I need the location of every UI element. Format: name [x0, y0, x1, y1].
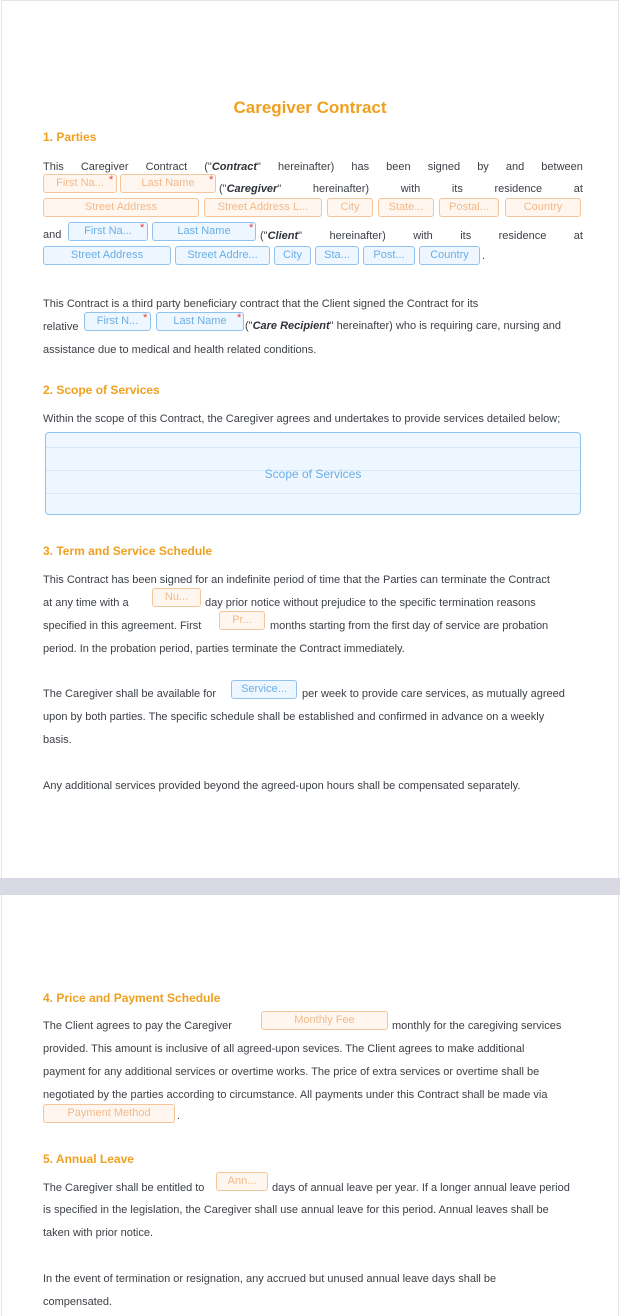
term-line-5b: per week to provide care services, as mutually agreed: [302, 688, 565, 700]
required-marker: *: [209, 174, 214, 186]
term-line-1: This Contract has been signed for an indefinite period of time that the Parties can terminate the Contract: [43, 574, 550, 586]
price-line-3: payment for any additional services or overtime works. The price of extra services or overtime shall be: [43, 1066, 540, 1078]
client-street2-field[interactable]: Street Addre...: [175, 246, 270, 265]
price-line-4: negotiated by the parties according to circumstance. All payments under this Contract shall be made via: [43, 1089, 548, 1101]
parties-line-1: This Caregiver Contract ("Contract" hereinafter) has been signed by and between: [43, 160, 583, 173]
client-country-field[interactable]: Country: [419, 246, 480, 265]
beneficiary-line-1: This Contract is a third party beneficiary contract that the Client signed the Contract for its: [43, 298, 479, 310]
term-line-6: upon by both parties. The specific schedule shall be established and confirmed in advance on a weekly: [43, 711, 545, 723]
page-1: [1, 0, 619, 879]
annual-leave-days-field[interactable]: Ann...: [216, 1172, 268, 1191]
section-heading-term: 3. Term and Service Schedule: [43, 544, 213, 558]
caregiver-first-name-field[interactable]: First Na...: [43, 174, 117, 193]
relative-word: relative: [43, 321, 79, 333]
beneficiary-line-3: assistance due to medical and health related conditions.: [43, 344, 317, 356]
page-2: [1, 895, 619, 1316]
client-tail-line: ("Client" hereinafter) with its residence at: [260, 229, 583, 242]
section-heading-scope: 2. Scope of Services: [43, 383, 160, 397]
leave-line-3: taken with prior notice.: [43, 1227, 154, 1239]
service-hours-field[interactable]: Service...: [231, 680, 297, 699]
recipient-last-name-field[interactable]: Last Name: [156, 312, 244, 331]
leave-line-1b: days of annual leave per year. If a longer annual leave period: [272, 1182, 570, 1194]
term-line-3a: specified in this agreement. First: [43, 620, 202, 632]
document-title: Caregiver Contract: [233, 98, 387, 117]
client-postal-field[interactable]: Post...: [363, 246, 415, 265]
client-state-field[interactable]: Sta...: [315, 246, 359, 265]
required-marker: *: [237, 312, 242, 324]
section-heading-leave: 5. Annual Leave: [43, 1152, 134, 1166]
term-line-2a: at any time with a: [43, 597, 129, 609]
notice-days-field[interactable]: Nu...: [152, 588, 201, 607]
recipient-tail: ("Care Recipient" hereinafter) who is requiring care, nursing and: [245, 320, 561, 332]
required-marker: *: [249, 222, 254, 234]
sentence-period: .: [177, 1110, 181, 1122]
leave-line-4: In the event of termination or resignation, any accrued but unused annual leave days shall be: [43, 1273, 497, 1285]
caregiver-city-field[interactable]: City: [327, 198, 373, 217]
client-last-name-field[interactable]: Last Name: [152, 222, 256, 241]
caregiver-street2-field[interactable]: Street Address L...: [204, 198, 322, 217]
section-heading-parties: 1. Parties: [43, 130, 97, 144]
leave-line-1a: The Caregiver shall be entitled to: [43, 1182, 205, 1194]
price-line-1b: monthly for the caregiving services: [392, 1020, 562, 1032]
caregiver-postal-field[interactable]: Postal...: [439, 198, 499, 217]
section-heading-price: 4. Price and Payment Schedule: [43, 991, 221, 1005]
required-marker: *: [143, 312, 148, 324]
probation-months-field[interactable]: Pr...: [219, 611, 265, 630]
scope-of-services-textarea[interactable]: [45, 432, 581, 515]
term-line-3b: months starting from the first day of service are probation: [270, 620, 549, 632]
scope-intro: Within the scope of this Contract, the Caregiver agrees and undertakes to provide services detailed below;: [43, 413, 561, 425]
term-line-8: Any additional services provided beyond the agreed-upon hours shall be compensated separately.: [43, 780, 521, 792]
leave-line-5: compensated.: [43, 1296, 113, 1308]
sentence-period: .: [482, 250, 486, 262]
client-street-field[interactable]: Street Address: [43, 246, 171, 265]
required-marker: *: [109, 174, 114, 186]
caregiver-tail-line: ("Caregiver" hereinafter) with its residence at: [219, 182, 583, 195]
payment-method-field[interactable]: Payment Method: [43, 1104, 175, 1123]
term-line-7: basis.: [43, 734, 72, 746]
term-line-2b: day prior notice without prejudice to the specific termination reasons: [205, 597, 536, 609]
leave-line-2: is specified in the legislation, the Caregiver shall use annual leave for this period. Annual leaves shall be: [43, 1204, 549, 1216]
price-line-2: provided. This amount is inclusive of all agreed-upon sevices. The Client agrees to make additional: [43, 1043, 525, 1055]
recipient-first-name-field[interactable]: First N...: [84, 312, 151, 331]
monthly-fee-field[interactable]: Monthly Fee: [261, 1011, 388, 1030]
term-line-5a: The Caregiver shall be available for: [43, 688, 217, 700]
scope-placeholder: Scope of Services: [264, 467, 362, 481]
client-city-field[interactable]: City: [274, 246, 311, 265]
caregiver-state-field[interactable]: State...: [378, 198, 434, 217]
required-marker: *: [140, 222, 145, 234]
client-first-name-field[interactable]: First Na...: [68, 222, 148, 241]
caregiver-country-field[interactable]: Country: [505, 198, 581, 217]
price-line-1a: The Client agrees to pay the Caregiver: [43, 1020, 232, 1032]
caregiver-street-field[interactable]: Street Address: [43, 198, 199, 217]
page-separator: [0, 878, 620, 895]
and-word: and: [43, 229, 62, 241]
caregiver-last-name-field[interactable]: Last Name: [120, 174, 216, 193]
term-line-4: period. In the probation period, parties terminate the Contract immediately.: [43, 643, 405, 655]
